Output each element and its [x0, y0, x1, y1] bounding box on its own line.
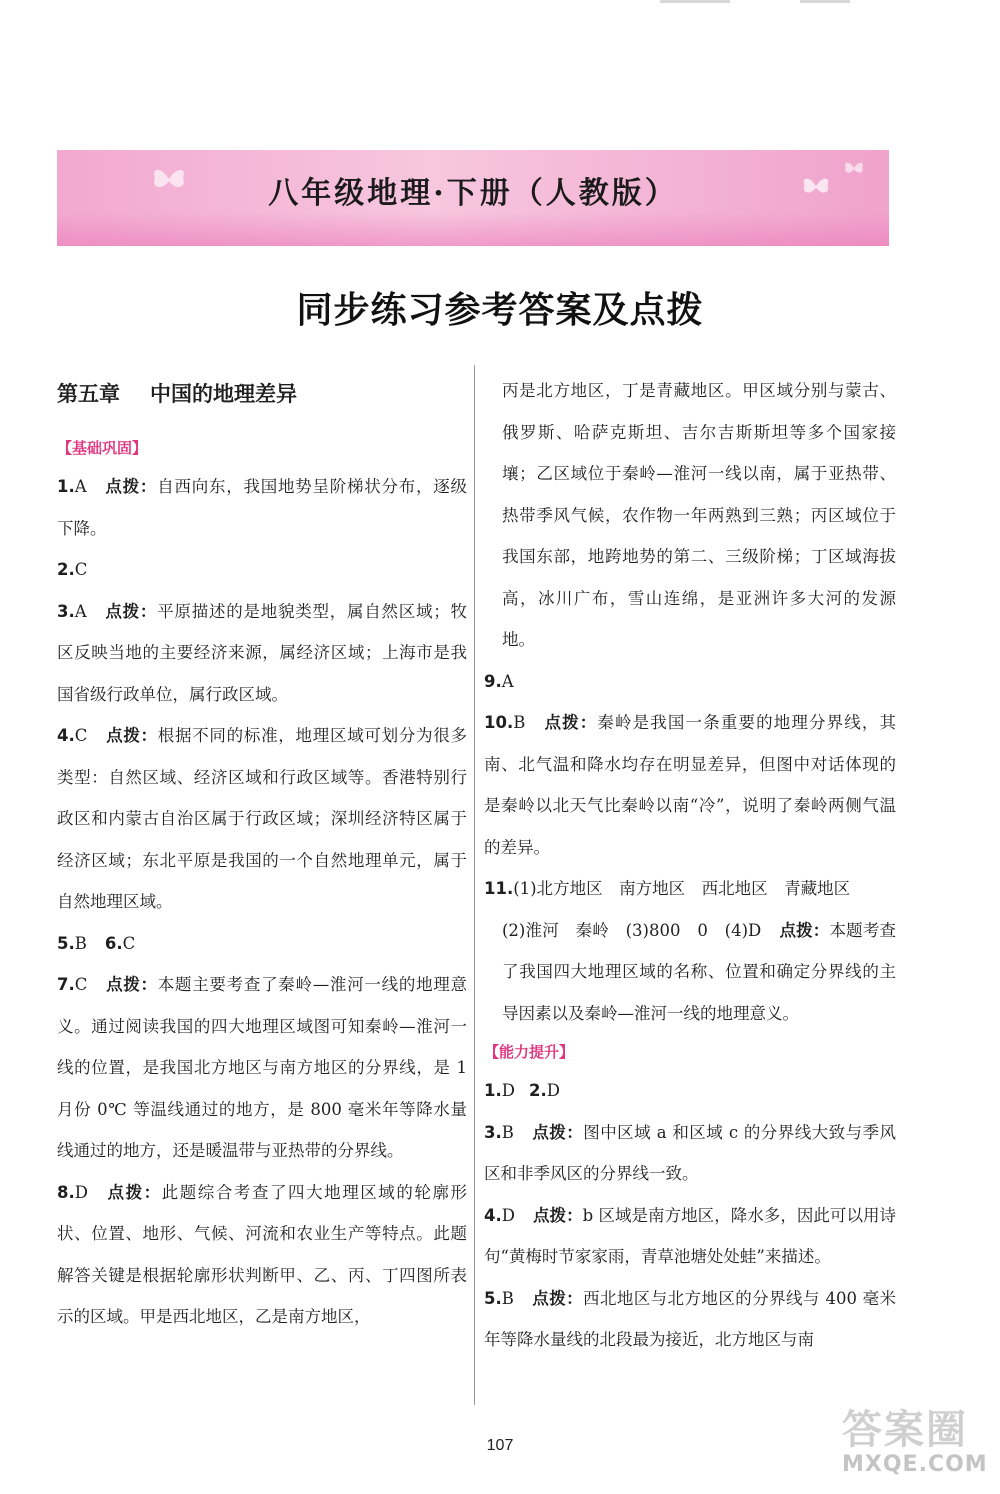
answer-continuation: 丙是北方地区，丁是青藏地区。甲区域分别与蒙古、俄罗斯、哈萨克斯坦、吉尔吉斯斯坦等多个国家接壤；乙区域位于秦岭—淮河一线以南，属于亚热带、热带季风气候，农作物一年两熟到三熟；丙区域位于我国东部，地跨地势的第二、三级阶梯；丁区域海拔高，冰川广布，雪山连绵，是亚洲许多大河的发源地。: [502, 381, 896, 649]
hint-text: 秦岭是我国一条重要的地理分界线，其南、北气温和降水均存在明显差异，但图中对话体现的是秦岭以北天气比秦岭以南“冷”，说明了秦岭两侧气温的差异。: [484, 713, 897, 857]
banner-title: 八年级地理·下册（人教版）: [268, 176, 678, 211]
answer-line: [484, 910, 896, 1035]
answer-line-text: (2)淮河 秦岭 (3)800 0 (4)D: [502, 920, 762, 940]
answer-item: [484, 1195, 896, 1278]
answer-choice: D: [501, 1205, 515, 1225]
left-column: [57, 370, 467, 1338]
hint-label: 点拨：: [104, 601, 158, 621]
answer-choice: A: [74, 477, 87, 496]
answer-item: [484, 702, 896, 868]
answer-choice: C: [74, 975, 88, 994]
answer-item: [57, 923, 467, 965]
answer-number: 8.: [57, 1182, 75, 1202]
answer-item: [57, 549, 467, 591]
answer-item: [57, 1172, 467, 1338]
watermark-text: 答案圈: [842, 1407, 968, 1453]
hint-text: 此题综合考查了四大地理区域的轮廓形状、位置、地形、气候、河流和农业生产等特点。此题解答关键是根据轮廓形状判断甲、乙、丙、丁四图所表示的区域。甲是西北地区，乙是南方地区，: [57, 1182, 467, 1326]
hint-label: 点拨：: [105, 1182, 162, 1202]
hint-label: 点拨：: [532, 1205, 583, 1225]
chapter-title: 中国的地理差异: [150, 382, 297, 406]
answer-item: [484, 661, 896, 703]
page-number: 107: [486, 1437, 514, 1454]
answer-choice: A: [501, 671, 514, 691]
chapter-number: 第五章: [57, 382, 120, 406]
hint-text: b 区域是南方地区，降水多，因此可以用诗句“黄梅时节家家雨，青草池塘处处蛙”来描述。: [484, 1205, 897, 1266]
hint-text: 图中区域 a 和区域 c 的分界线大致与季风区和非季风区的分界线一致。: [484, 1122, 897, 1183]
answer-number: 1.: [484, 1081, 502, 1100]
answer-choice: D: [546, 1081, 560, 1100]
answer-choice: B: [74, 933, 87, 953]
answer-item: [484, 1112, 896, 1195]
hint-text: 本题考查了我国四大地理区域的名称、位置和确定分界线的主导因素以及秦岭—淮河一线的地理意义。: [502, 920, 897, 1023]
answer-item: [484, 1070, 896, 1112]
section-label-advanced: 【能力提升】: [484, 1043, 575, 1061]
answer-choice: D: [74, 1182, 88, 1202]
answer-item: [57, 964, 467, 1172]
watermark-logo: [842, 1398, 992, 1490]
answer-item: [57, 466, 467, 549]
hint-label: 点拨：: [105, 726, 158, 745]
answer-number: 10.: [484, 713, 514, 732]
header-banner: [57, 150, 889, 246]
hint-label: 点拨：: [105, 975, 158, 994]
answer-number: 5.: [57, 933, 75, 953]
page-title: 同步练习参考答案及点拨: [296, 289, 704, 331]
scan-mark: [660, 0, 730, 3]
hint-label: 点拨：: [531, 1122, 584, 1142]
answer-number: 3.: [57, 601, 75, 621]
answer-item: [484, 1278, 896, 1361]
hint-text: 本题主要考查了秦岭—淮河一线的地理意义。通过阅读我国的四大地理区域图可知秦岭—淮河一线的位置，是我国北方地区与南方地区的分界线，是 1 月份 0℃ 等温线通过的地方，是 800 毫米年等降水量线通过的地方，还是暖温带与亚热带的分界线。: [57, 975, 468, 1160]
hint-label: 点拨：: [531, 1288, 584, 1308]
answer-number: 4.: [57, 726, 75, 745]
answer-line: (1)北方地区 南方地区 西北地区 青藏地区: [513, 879, 851, 898]
hint-text: 平原描述的是地貌类型，属自然区域；牧区反映当地的主要经济来源，属经济区域；上海市是我国省级行政单位，属行政区域。: [57, 601, 468, 704]
answer-number: 11.: [484, 879, 514, 898]
hint-text: 西北地区与北方地区的分界线与 400 毫米年等降水量线的北段最为接近，北方地区与南: [484, 1288, 897, 1349]
answer-item: [57, 715, 467, 923]
scan-mark: [800, 0, 850, 3]
answer-choice: C: [74, 726, 88, 745]
watermark-url: MXQE.COM: [842, 1452, 988, 1477]
hint-label: 点拨：: [543, 713, 598, 732]
answer-choice: D: [501, 1081, 515, 1100]
answer-number: 6.: [104, 933, 123, 953]
answer-number: 3.: [484, 1122, 502, 1142]
answer-number: 4.: [484, 1205, 502, 1225]
hint-text: 根据不同的标准，地理区域可划分为很多类型：自然区域、经济区域和行政区域等。香港特别行政区和内蒙古自治区属于行政区域；深圳经济特区属于经济区域；东北平原是我国的一个自然地理单元，属于自然地理区域。: [57, 726, 468, 911]
answer-number: 2.: [57, 560, 75, 579]
answer-item: [57, 591, 467, 716]
answer-choice: C: [122, 933, 136, 953]
chapter-heading: [57, 370, 467, 418]
right-column: [484, 370, 896, 1361]
hint-text: 自西向东，我国地势呈阶梯状分布，逐级下降。: [57, 477, 468, 538]
answer-number: 2.: [528, 1081, 547, 1100]
section-label-basic: 【基础巩固】: [57, 439, 148, 457]
answer-choice: B: [501, 1122, 514, 1142]
answer-choice: B: [513, 713, 526, 732]
answer-number: 9.: [484, 671, 502, 691]
hint-label: 点拨：: [104, 477, 158, 496]
answer-number: 7.: [57, 975, 75, 994]
answer-number: 5.: [484, 1288, 502, 1308]
answer-choice: B: [501, 1288, 514, 1308]
answer-choice: A: [74, 601, 87, 621]
answer-number: 1.: [57, 477, 75, 496]
answer-choice: C: [74, 560, 88, 579]
hint-label: 点拨：: [779, 920, 830, 940]
answer-item: [484, 868, 896, 1034]
column-divider: [474, 365, 475, 1405]
